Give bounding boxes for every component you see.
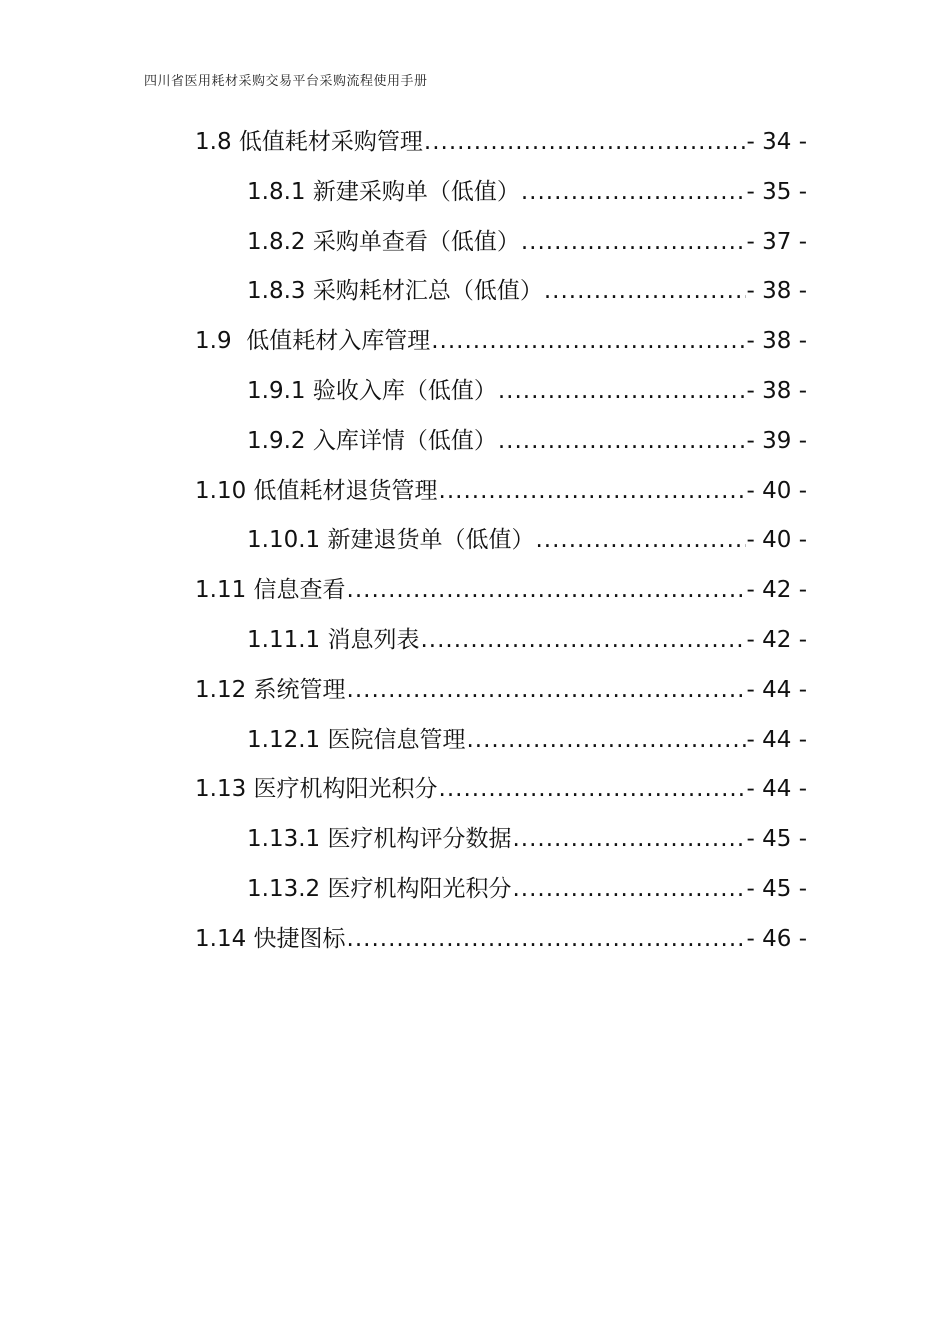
toc-page-number: - 42 - bbox=[746, 577, 807, 604]
toc-entry[interactable] bbox=[195, 566, 807, 616]
toc-entry[interactable] bbox=[195, 467, 807, 517]
toc-entry[interactable] bbox=[195, 865, 807, 915]
toc-dot-leader bbox=[347, 566, 746, 616]
toc-page-number: - 45 - bbox=[746, 826, 807, 853]
toc-entry-title: 1.8 低值耗材采购管理 bbox=[195, 129, 423, 155]
toc-dot-leader bbox=[347, 666, 746, 716]
toc-entry[interactable] bbox=[195, 716, 807, 766]
table-of-contents bbox=[195, 118, 807, 965]
toc-entry[interactable] bbox=[195, 218, 807, 268]
toc-entry-title: 1.8.2 采购单查看（低值） bbox=[247, 228, 520, 255]
toc-dot-leader bbox=[512, 865, 745, 915]
toc-entry[interactable] bbox=[195, 666, 807, 716]
toc-entry-title: 1.12 系统管理 bbox=[195, 676, 346, 703]
toc-entry-title: 1.9.2 入库详情（低值） bbox=[247, 427, 497, 454]
toc-entry[interactable] bbox=[195, 168, 807, 218]
toc-entry[interactable] bbox=[195, 417, 807, 467]
toc-entry-title: 1.12.1 医院信息管理 bbox=[247, 726, 466, 753]
toc-page-number: - 46 - bbox=[746, 925, 807, 952]
toc-dot-leader bbox=[512, 815, 745, 865]
toc-entry[interactable] bbox=[195, 317, 807, 367]
toc-dot-leader bbox=[466, 716, 745, 766]
running-header: 四川省医用耗材采购交易平台采购流程使用手册 bbox=[144, 74, 428, 89]
toc-dot-leader bbox=[544, 267, 746, 317]
toc-entry[interactable] bbox=[195, 616, 807, 666]
toc-dot-leader bbox=[498, 417, 746, 467]
toc-page-number: - 38 - bbox=[746, 278, 807, 305]
toc-entry-title: 1.10 低值耗材退货管理 bbox=[195, 477, 438, 504]
toc-dot-leader bbox=[498, 367, 746, 417]
toc-entry[interactable] bbox=[195, 765, 807, 815]
toc-page-number: - 35 - bbox=[746, 178, 807, 205]
toc-entry-title: 1.8.3 采购耗材汇总（低值） bbox=[247, 278, 543, 305]
toc-page-number: - 40 - bbox=[746, 477, 807, 504]
toc-page-number: - 44 - bbox=[746, 726, 807, 753]
toc-entry-title: 1.13.1 医疗机构评分数据 bbox=[247, 826, 512, 853]
toc-page-number: - 38 - bbox=[746, 377, 807, 404]
toc-page-number: - 38 - bbox=[746, 328, 807, 355]
toc-entry[interactable] bbox=[195, 815, 807, 865]
toc-entry-title: 1.11 信息查看 bbox=[195, 577, 346, 604]
toc-dot-leader bbox=[439, 467, 746, 517]
toc-page-number: - 37 - bbox=[746, 228, 807, 255]
toc-entry-title: 1.11.1 消息列表 bbox=[247, 626, 420, 653]
toc-page-number: - 34 - bbox=[746, 129, 807, 155]
toc-dot-leader bbox=[347, 915, 746, 965]
toc-entry-title: 1.10.1 新建退货单（低值） bbox=[247, 527, 535, 554]
toc-entry-title: 1.13.2 医疗机构阳光积分 bbox=[247, 875, 512, 902]
toc-entry-title: 1.14 快捷图标 bbox=[195, 925, 346, 952]
toc-entry[interactable] bbox=[195, 267, 807, 317]
toc-entry-title: 1.8.1 新建采购单（低值） bbox=[247, 178, 520, 205]
toc-dot-leader bbox=[535, 516, 745, 566]
toc-entry[interactable] bbox=[195, 118, 807, 168]
toc-dot-leader bbox=[521, 218, 746, 268]
toc-page-number: - 39 - bbox=[746, 427, 807, 454]
toc-dot-leader bbox=[431, 317, 745, 367]
toc-entry[interactable] bbox=[195, 915, 807, 965]
toc-page-number: - 44 - bbox=[746, 776, 807, 803]
toc-page-number: - 42 - bbox=[746, 626, 807, 653]
toc-page-number: - 44 - bbox=[746, 676, 807, 703]
toc-dot-leader bbox=[420, 616, 745, 666]
toc-dot-leader bbox=[424, 118, 746, 168]
toc-page-number: - 40 - bbox=[746, 527, 807, 554]
toc-entry-title: 1.9 低值耗材入库管理 bbox=[195, 328, 431, 355]
toc-entry[interactable] bbox=[195, 367, 807, 417]
toc-page-number: - 45 - bbox=[746, 875, 807, 902]
toc-entry-title: 1.13 医疗机构阳光积分 bbox=[195, 776, 438, 803]
toc-entry[interactable] bbox=[195, 516, 807, 566]
toc-dot-leader bbox=[521, 168, 746, 218]
toc-entry-title: 1.9.1 验收入库（低值） bbox=[247, 377, 497, 404]
toc-dot-leader bbox=[439, 765, 746, 815]
